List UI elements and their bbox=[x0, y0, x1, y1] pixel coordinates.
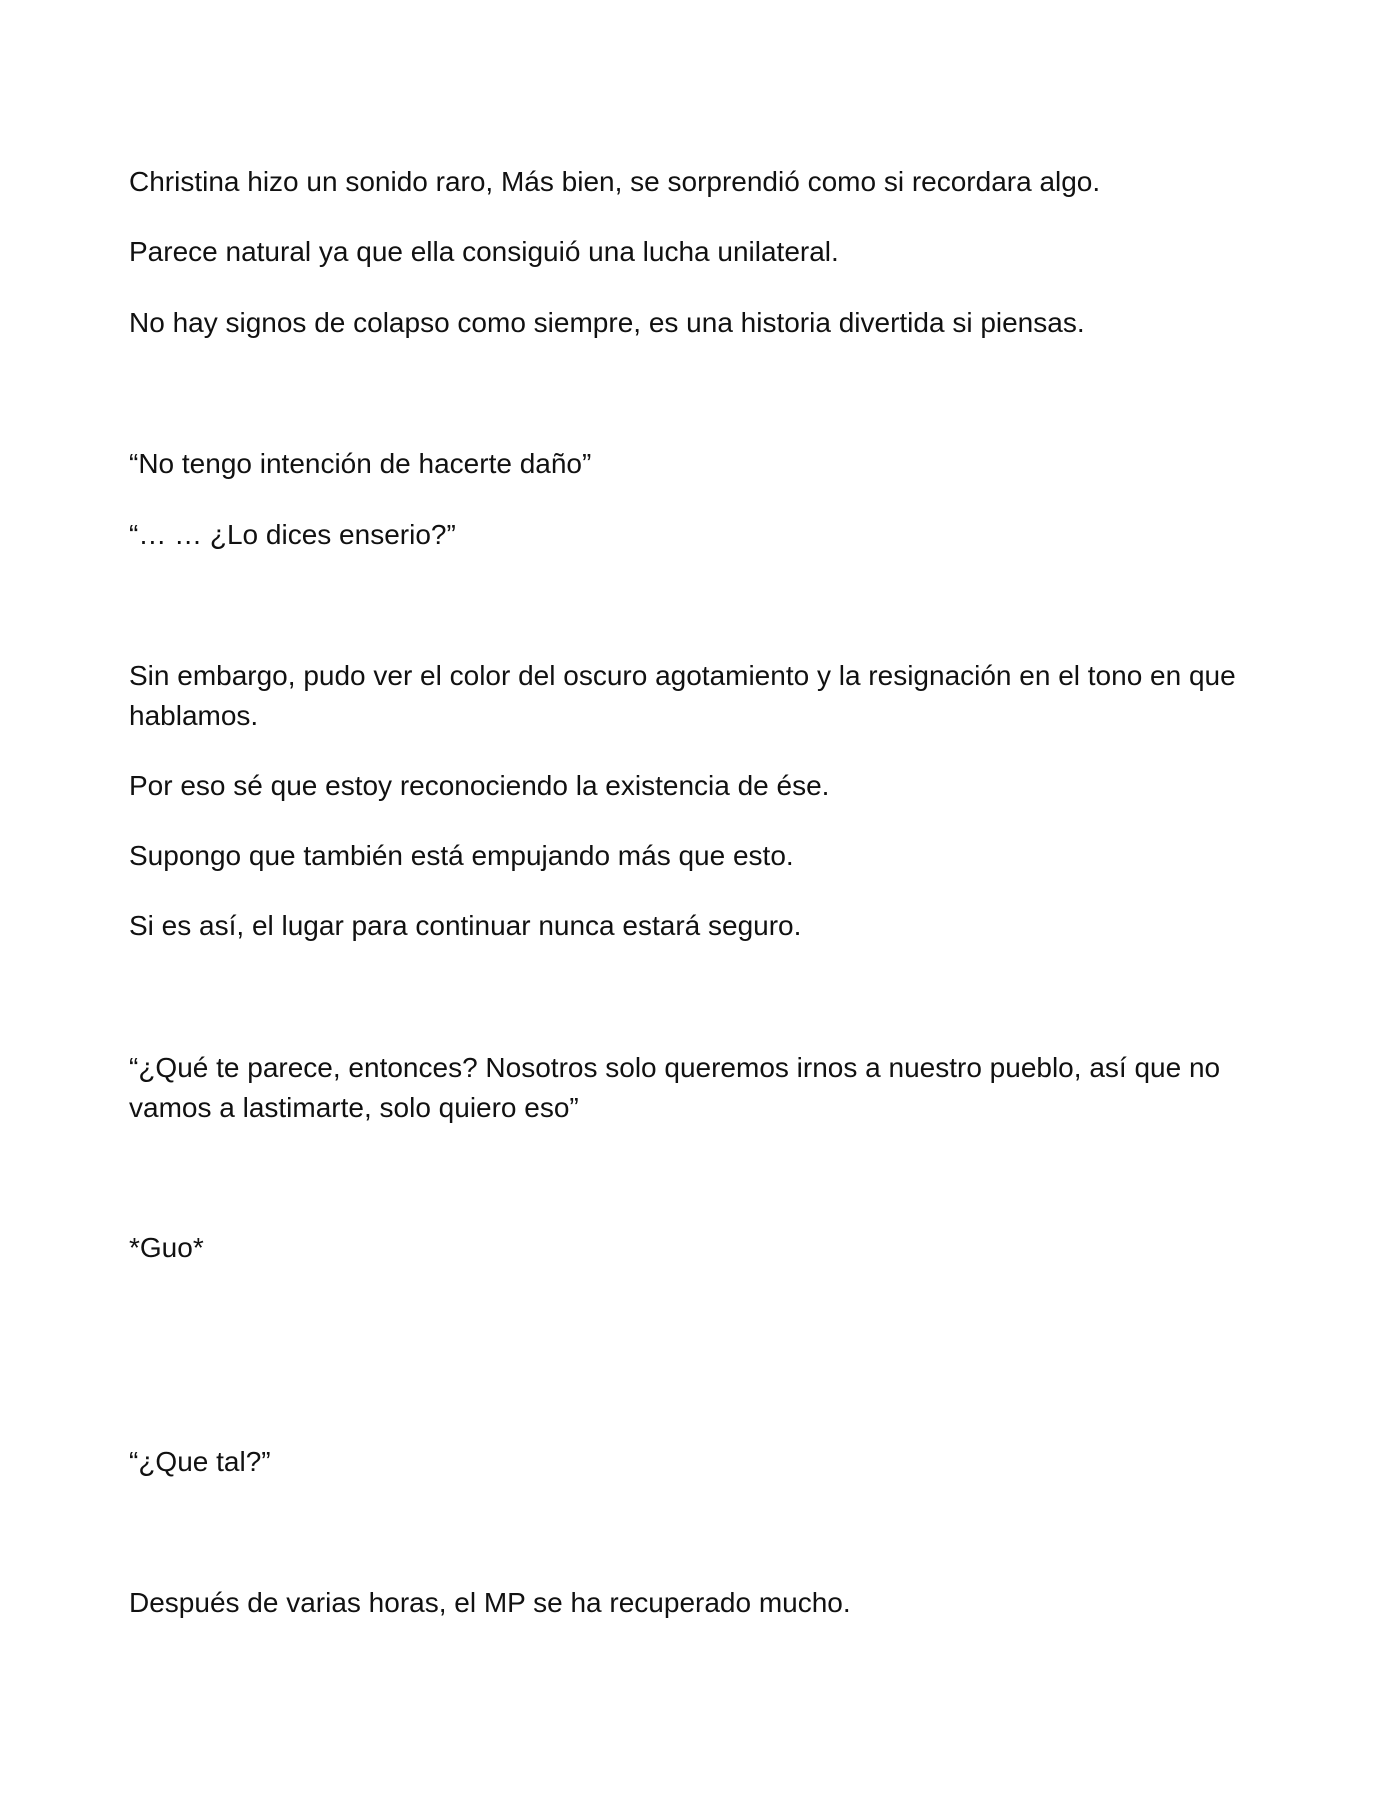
paragraph-10: “¿Qué te parece, entonces? Nosotros solo queremos irnos a nuestro pueblo, así que no vamos a lastimarte, solo quiero eso” bbox=[129, 1052, 1221, 1123]
paragraph-7: Por eso sé que estoy reconociendo la existencia de ése. bbox=[129, 770, 830, 801]
paragraph-5: “… … ¿Lo dices enserio?” bbox=[129, 519, 456, 550]
paragraph-13: Después de varias horas, el MP se ha recuperado mucho. bbox=[129, 1587, 851, 1618]
paragraph-3: No hay signos de colapso como siempre, es una historia divertida si piensas. bbox=[129, 307, 1085, 338]
paragraph-4: “No tengo intención de hacerte daño” bbox=[129, 448, 592, 479]
paragraph-11: *Guo* bbox=[129, 1232, 204, 1263]
paragraph-1: Christina hizo un sonido raro, Más bien, se sorprendió como si recordara algo. bbox=[129, 166, 1101, 197]
paragraph-9: Si es así, el lugar para continuar nunca estará seguro. bbox=[129, 910, 802, 941]
paragraph-8: Supongo que también está empujando más que esto. bbox=[129, 840, 794, 871]
paragraph-12: “¿Que tal?” bbox=[129, 1446, 271, 1477]
paragraph-2: Parece natural ya que ella consiguió una lucha unilateral. bbox=[129, 236, 839, 267]
paragraph-6: Sin embargo, pudo ver el color del oscuro agotamiento y la resignación en el tono en que hablamos. bbox=[129, 660, 1236, 731]
